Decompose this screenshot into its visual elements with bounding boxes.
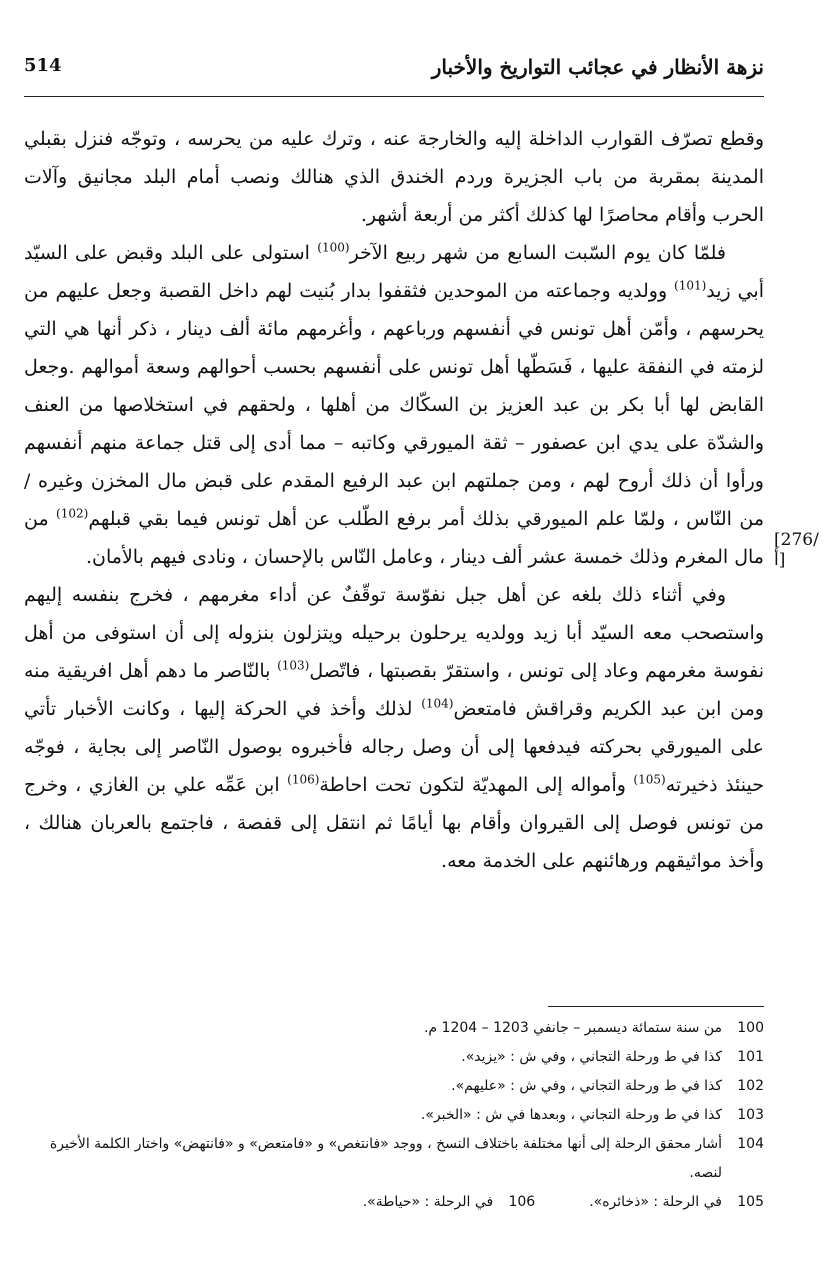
main-text bbox=[24, 120, 764, 880]
paragraph-text: وأمواله إلى المهديّة لتكون تحت احاطة bbox=[319, 774, 634, 796]
footnote bbox=[363, 1188, 535, 1217]
paragraph-text: فلمّا كان يوم السّبت السابع من شهر ربيع الآخر bbox=[349, 242, 726, 264]
footnote bbox=[24, 1043, 764, 1072]
footnote-number: 102 bbox=[737, 1078, 764, 1094]
paragraph bbox=[24, 576, 764, 880]
footnote-reference: (100) bbox=[317, 240, 350, 255]
footnote bbox=[589, 1188, 764, 1217]
footnote bbox=[24, 1072, 764, 1101]
footnote-rule bbox=[548, 1006, 764, 1007]
paragraph-text: استولى على البلد وقبض على السيّد أبي زيد bbox=[24, 242, 764, 302]
footnote-reference: (105) bbox=[633, 772, 666, 787]
paragraph-text: بالنّاصر ما دهم أهل افريقية منه ومن ابن عبد الكريم وقراقش فامتعض bbox=[24, 660, 764, 720]
footnote-text: أشار محقق الرحلة إلى أنها مختلفة باختلاف النسخ ، ووجد «فانتغص» و «فامتعض» و «فانتهض» واختار الكلمة الأخيرة لنصه. bbox=[49, 1136, 722, 1181]
paragraph-text: وقطع تصرّف القوارب الداخلة إليه والخارجة عنه ، وترك عليه من يحرسه ، وتوجّه فنزل بقبلي المدينة بمقربة من باب الجزيرة وردم الخندق الذي هنالك ونصب أمام البلد مجانيق وآلات الحرب وأقام محاصرًا لها كذلك أكثر من أربعة أشهر. bbox=[24, 128, 764, 226]
footnote-number: 105 bbox=[737, 1194, 764, 1210]
folio-marker: [276/أ] bbox=[774, 530, 819, 570]
paragraph bbox=[24, 234, 764, 576]
footnote bbox=[24, 1130, 764, 1188]
footnote-text: في الرحلة : «حياطة». bbox=[362, 1194, 494, 1210]
footnote-number: 101 bbox=[737, 1049, 764, 1065]
footnote-text: كذا في ط ورحلة التجاني ، وفي ش : «عليهم». bbox=[451, 1078, 722, 1094]
footnotes bbox=[24, 1014, 764, 1217]
footnote-text: كذا في ط ورحلة التجاني ، وفي ش : «يزيد». bbox=[461, 1049, 722, 1065]
header-rule bbox=[24, 96, 764, 97]
footnote-row bbox=[24, 1188, 764, 1217]
paragraph-text: وولديه وجماعته من الموحدين فثقفوا بدار بُنيت لهم داخل القصبة وجعل عليهم من يحرسهم ، وأمّن أهل تونس في أنفسهم ورباعهم ، وأغرمهم مائة ألف دينار ، ذكر أنها هي التي لزمته في النفقة عليها ، فَسَطّها أهل تونس على أنفسهم بحسب أحوالهم وسعة أموالهم .وجعل القابض لها أبا بكر بن عبد العزيز بن السكّاك من أهلها ، ولحقهم في استخلاصها من العنف والشدّة على يدي ابن عصفور – ثقة الميورقي وكاتبه – مما أدى إلى قتل جماعة منهم أنفسهم ورأوا أن ذلك أروح لهم ، ومن جملتهم ابن عبد الرفيع المقدم على قبض مال المخزن وغيره / من النّاس ، ولمّا علم الميورقي بذلك أمر برفع الطّلب عن أهل تونس فيما بقي قبلهم bbox=[24, 280, 764, 530]
paragraph-text: وفي أثناء ذلك بلغه عن أهل جبل نفوّسة توقّفٌ عن أداء مغرمهم ، فخرج بنفسه إليهم واستصحب معه السيّد أبا زيد وولديه يرحلون برحيله ويتزلون بنزوله إلى أن استوفى من أهل نفوسة مغرمهم وعاد إلى تونس ، واستقرّ بقصبتها ، فاتّصل bbox=[24, 584, 764, 682]
paragraph-text: ابن عَمِّه علي بن الغازي ، وخرج من تونس فوصل إلى القيروان وأقام بها أيامًا ثم انتقل إلى قفصة ، فاجتمع بالعربان هنالك ، وأخذ مواثيقهم ورهائنهم على الخدمة معه. bbox=[24, 774, 764, 872]
footnote-reference: (103) bbox=[277, 658, 310, 673]
paragraph bbox=[24, 120, 764, 234]
footnote bbox=[24, 1014, 764, 1043]
page-header bbox=[24, 55, 764, 89]
footnote-number: 106 bbox=[508, 1194, 536, 1210]
footnote-number: 100 bbox=[737, 1020, 764, 1036]
page-number: 514 bbox=[24, 55, 62, 76]
footnote-number: 104 bbox=[737, 1136, 764, 1152]
footnote-reference: (102) bbox=[56, 506, 89, 521]
footnote bbox=[24, 1101, 764, 1130]
footnote-text: كذا في ط ورحلة التجاني ، وبعدها في ش : «الخبر». bbox=[420, 1107, 722, 1123]
footnote-reference: (101) bbox=[674, 278, 707, 293]
running-title: نزهة الأنظار في عجائب التواريخ والأخبار bbox=[431, 55, 764, 79]
paragraph-text: لذلك وأخذ في الحركة إليها ، وكانت الأخبار تأتي على الميورقي بحركته فيدفعها إلى أن وصل رجاله فأخبروه بوصول النّاصر إلى بجاية ، فوجّه حينئذ ذخيرته bbox=[24, 698, 765, 796]
footnote-reference: (104) bbox=[421, 696, 454, 711]
footnote-text: من سنة ستمائة ديسمبر – جانفي 1203 – 1204 م. bbox=[423, 1020, 722, 1036]
footnote-number: 103 bbox=[737, 1107, 764, 1123]
footnote-text: في الرحلة : «ذخائره». bbox=[589, 1194, 722, 1210]
footnote-reference: (106) bbox=[287, 772, 320, 787]
paragraph-text: من مال المغرم وذلك خمسة عشر ألف دينار ، وعامل النّاس بالإحسان ، ونادى فيهم بالأمان. bbox=[24, 508, 764, 568]
